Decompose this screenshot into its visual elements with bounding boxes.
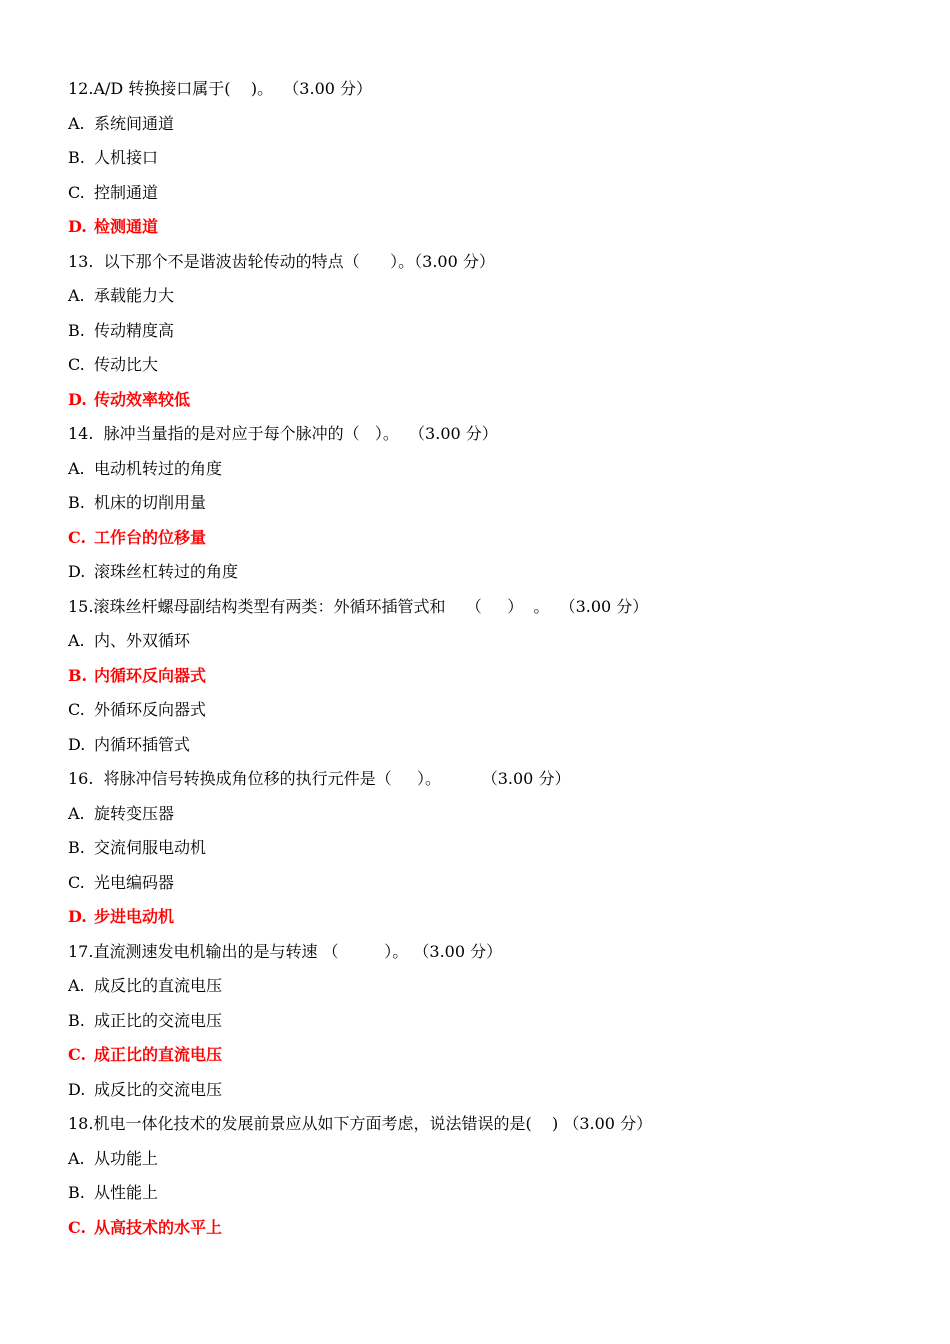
question-stem: 17.直流测速发电机输出的是与转速 （ ）。 （3.00 分） xyxy=(68,941,503,961)
option-letter: B. xyxy=(68,1183,85,1202)
answer-option xyxy=(68,801,908,836)
answer-option xyxy=(68,1077,908,1112)
answer-option xyxy=(68,180,908,215)
option-text: 内、外双循环 xyxy=(94,631,191,650)
option-text: 工作台的位移量 xyxy=(94,527,207,547)
option-text: 电动机转过的角度 xyxy=(94,458,223,478)
correct-answer-option xyxy=(68,904,908,939)
correct-answer-option xyxy=(68,525,908,560)
option-text: 旋转变压器 xyxy=(94,803,175,823)
question-stem: 16. 将脉冲信号转换成角位移的执行元件是（ ）。 （3.00 分） xyxy=(68,769,571,788)
option-text: 传动比大 xyxy=(94,355,159,374)
option-letter: A. xyxy=(68,286,85,305)
option-letter: D. xyxy=(68,734,86,754)
answer-option xyxy=(68,559,908,594)
option-text: 从高技术的水平上 xyxy=(94,1217,223,1237)
option-letter: B. xyxy=(68,838,85,857)
option-letter: A. xyxy=(68,113,85,133)
option-text: 承载能力大 xyxy=(94,286,175,305)
answer-option xyxy=(68,973,908,1008)
answer-option xyxy=(68,1146,908,1181)
answer-option xyxy=(68,490,908,525)
option-text: 传动精度高 xyxy=(94,320,175,340)
answer-option xyxy=(68,145,908,180)
option-letter: B. xyxy=(68,320,85,340)
answer-option xyxy=(68,628,908,663)
option-letter: D. xyxy=(68,1079,86,1099)
option-letter: C. xyxy=(68,527,87,547)
option-text: 系统间通道 xyxy=(94,113,175,133)
question-list xyxy=(68,76,908,1249)
option-text: 外循环反向器式 xyxy=(94,700,207,719)
option-text: 滚珠丝杠转过的角度 xyxy=(94,562,239,581)
option-letter: B. xyxy=(68,493,85,512)
option-text: 传动效率较低 xyxy=(94,389,191,409)
option-text: 成正比的直流电压 xyxy=(94,1045,223,1064)
correct-answer-option xyxy=(68,214,908,249)
answer-option xyxy=(68,456,908,491)
option-text: 从性能上 xyxy=(94,1183,159,1202)
option-text: 控制通道 xyxy=(94,182,159,202)
option-letter: C. xyxy=(68,700,85,719)
answer-option xyxy=(68,697,908,732)
option-letter: B. xyxy=(68,665,88,685)
option-letter: D. xyxy=(68,389,87,409)
option-letter: B. xyxy=(68,1010,85,1030)
answer-option xyxy=(68,1008,908,1043)
option-text: 人机接口 xyxy=(94,148,159,167)
option-letter: C. xyxy=(68,355,85,374)
answer-option xyxy=(68,111,908,146)
answer-option xyxy=(68,283,908,318)
question-stem: 14. 脉冲当量指的是对应于每个脉冲的（ ）。 （3.00 分） xyxy=(68,424,498,443)
answer-option xyxy=(68,870,908,905)
option-letter: A. xyxy=(68,631,85,650)
option-text: 成反比的直流电压 xyxy=(94,976,223,995)
option-letter: A. xyxy=(68,976,85,995)
answer-option xyxy=(68,732,908,767)
correct-answer-option xyxy=(68,1042,908,1077)
option-letter: A. xyxy=(68,1148,85,1168)
option-text: 内循环插管式 xyxy=(94,734,191,754)
option-letter: A. xyxy=(68,458,85,478)
correct-answer-option xyxy=(68,663,908,698)
option-letter: C. xyxy=(68,872,85,892)
option-letter: D. xyxy=(68,562,86,581)
answer-option xyxy=(68,1180,908,1215)
option-letter: B. xyxy=(68,148,85,167)
option-text: 交流伺服电动机 xyxy=(94,838,207,857)
correct-answer-option xyxy=(68,1215,908,1250)
option-text: 步进电动机 xyxy=(94,907,175,926)
answer-option xyxy=(68,352,908,387)
correct-answer-option xyxy=(68,387,908,422)
question-stem: 15.滚珠丝杆螺母副结构类型有两类：外循环插管式和 （ ） 。 （3.00 分） xyxy=(68,596,649,616)
option-text: 检测通道 xyxy=(94,217,159,236)
option-text: 光电编码器 xyxy=(94,872,175,892)
option-letter: C. xyxy=(68,1217,87,1237)
option-letter: C. xyxy=(68,1045,87,1064)
option-text: 成反比的交流电压 xyxy=(94,1079,223,1099)
answer-option xyxy=(68,835,908,870)
option-letter: D. xyxy=(68,907,87,926)
option-letter: C. xyxy=(68,182,85,202)
question-stem: 13. 以下那个不是谐波齿轮传动的特点（ ）。（3.00 分） xyxy=(68,251,495,271)
option-text: 成正比的交流电压 xyxy=(94,1010,223,1030)
option-text: 机床的切削用量 xyxy=(94,493,207,512)
question-stem: 12.A/D 转换接口属于( )。 （3.00 分） xyxy=(68,79,373,98)
option-letter: D. xyxy=(68,217,87,236)
option-text: 内循环反向器式 xyxy=(94,665,207,685)
option-text: 从功能上 xyxy=(94,1148,159,1168)
question-stem: 18.机电一体化技术的发展前景应从如下方面考虑，说法错误的是( ) （3.00 分） xyxy=(68,1114,653,1133)
option-letter: A. xyxy=(68,803,85,823)
answer-option xyxy=(68,318,908,353)
